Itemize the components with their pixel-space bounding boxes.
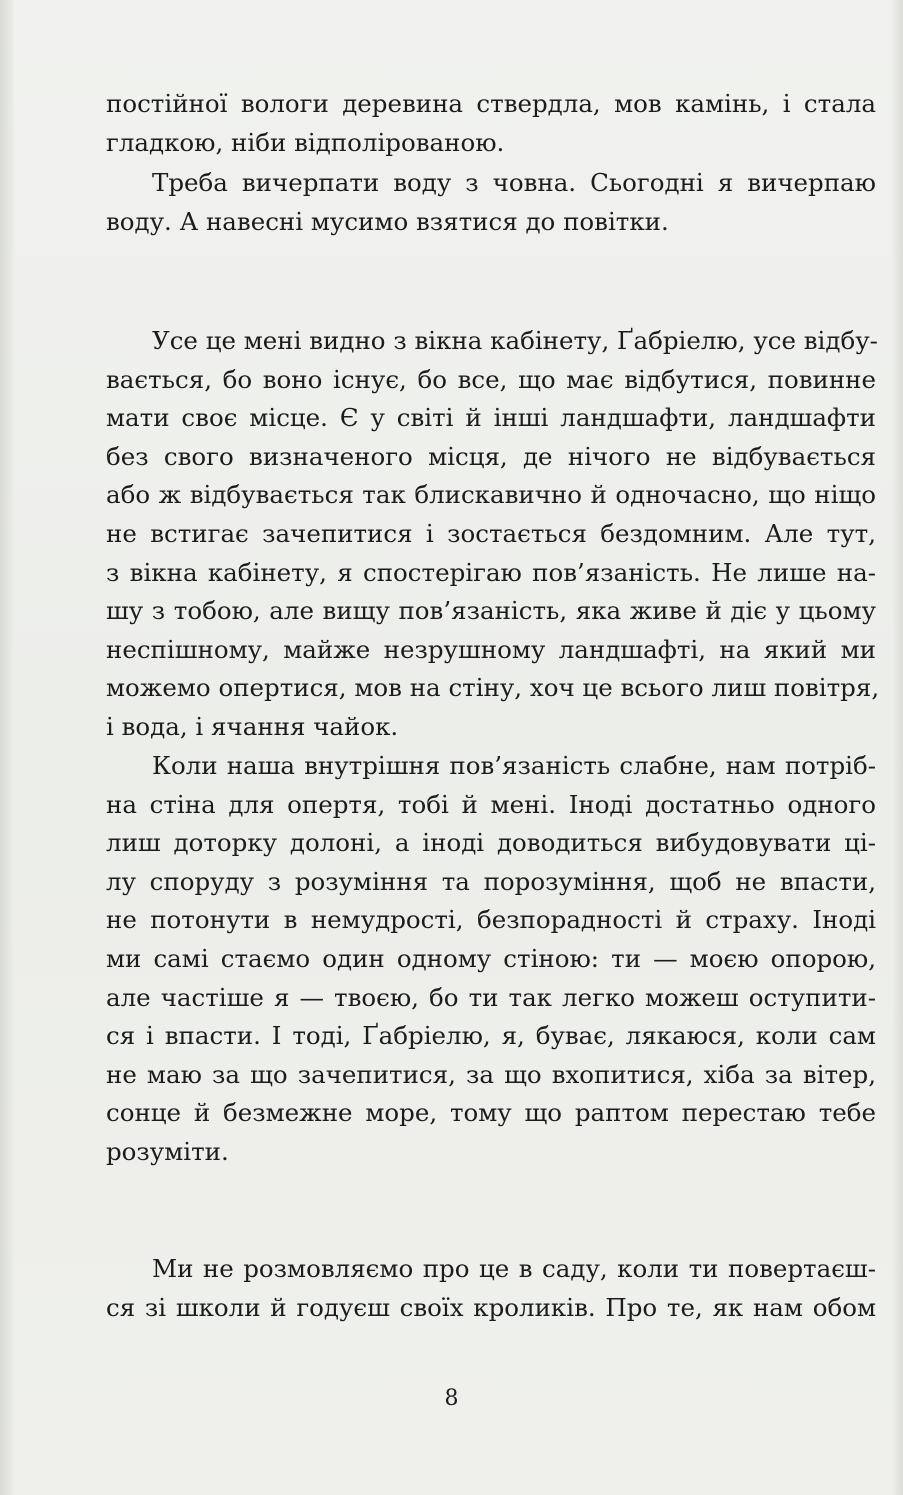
text-line: і вода, і ячання чайок. [106,711,399,741]
paragraph-2 [106,164,876,241]
text-line: не потонути в немудрості, безпорадності й страху. Іноді [106,905,876,935]
paragraph-5 [106,1250,876,1327]
paragraph-1 [106,85,876,162]
text-line: вається, бо воно існує, бо все, що має відбутися, повинне [106,364,876,394]
paragraph-4 [106,747,876,1172]
text-line: гладкою, ніби відполірованою. [106,127,505,157]
page-edge-left [0,0,14,1495]
text-line: розуміти. [106,1136,229,1166]
text-line: але частіше я — твоєю, бо ти так легко можеш оступити- [106,982,876,1012]
text-line: або ж відбувається так блискавично й одночасно, що ніщо [106,480,876,510]
text-line: з вікна кабінету, я спостерігаю пов’язаність. Не лише на- [106,557,876,587]
text-line: мати своє місце. Є у світі й інші ландшафти, ландшафти [106,403,876,433]
page-edge-right [891,0,903,1495]
text-line: можемо опертися, мов на стіну, хоч це всього лиш повітря, [106,673,880,703]
text-line: ся і впасти. І тоді, Ґабріелю, я, буває, лякаюся, коли сам [106,1021,876,1051]
text-line: ся зі школи й годуєш своїх кроликів. Про те, як нам обом [106,1292,876,1322]
text-line: Треба вичерпати воду з човна. Сьогодні я вичерпаю [152,168,876,197]
text-line: постійної вологи деревина ствердла, мов камінь, і стала [106,89,876,118]
text-line: Ми не розмовляємо про це в саду, коли ти повертаєш- [152,1254,876,1283]
text-line: на стіна для опертя, тобі й мені. Іноді достатньо одного [106,789,876,819]
text-line: без свого визначеного місця, де нічого не відбувається [106,441,876,471]
text-line: шу з тобою, але вищу пов’язаність, яка живе й діє у цьому [106,596,876,626]
text-line: неспішному, майже незрушному ландшафті, на який ми [106,634,876,664]
text-line: сонце й безмежне море, тому що раптом перестаю тебе [106,1098,876,1128]
paragraph-3 [106,322,880,747]
text-line: не маю за що зачепитися, за що вхопитися, хіба за вітер, [106,1059,876,1089]
text-line: Усе це мені видно з вікна кабінету, Ґабріелю, усе відбу- [152,326,878,355]
text-line: не встигає зачепитися і зостається бездомним. Але тут, [106,518,876,548]
page-number: 8 [444,1386,459,1411]
text-line: ми самі стаємо один одному стіною: ти — моєю опорою, [106,943,876,973]
text-line: воду. А навесні мусимо взятися до повітки. [106,206,669,236]
text-line: лиш доторку долоні, а іноді доводиться вибудовувати ці- [106,828,876,858]
text-line: Коли наша внутрішня пов’язаність слабне, нам потріб- [152,751,876,780]
text-line: лу споруду з розуміння та порозуміння, щоб не впасти, [106,866,876,896]
